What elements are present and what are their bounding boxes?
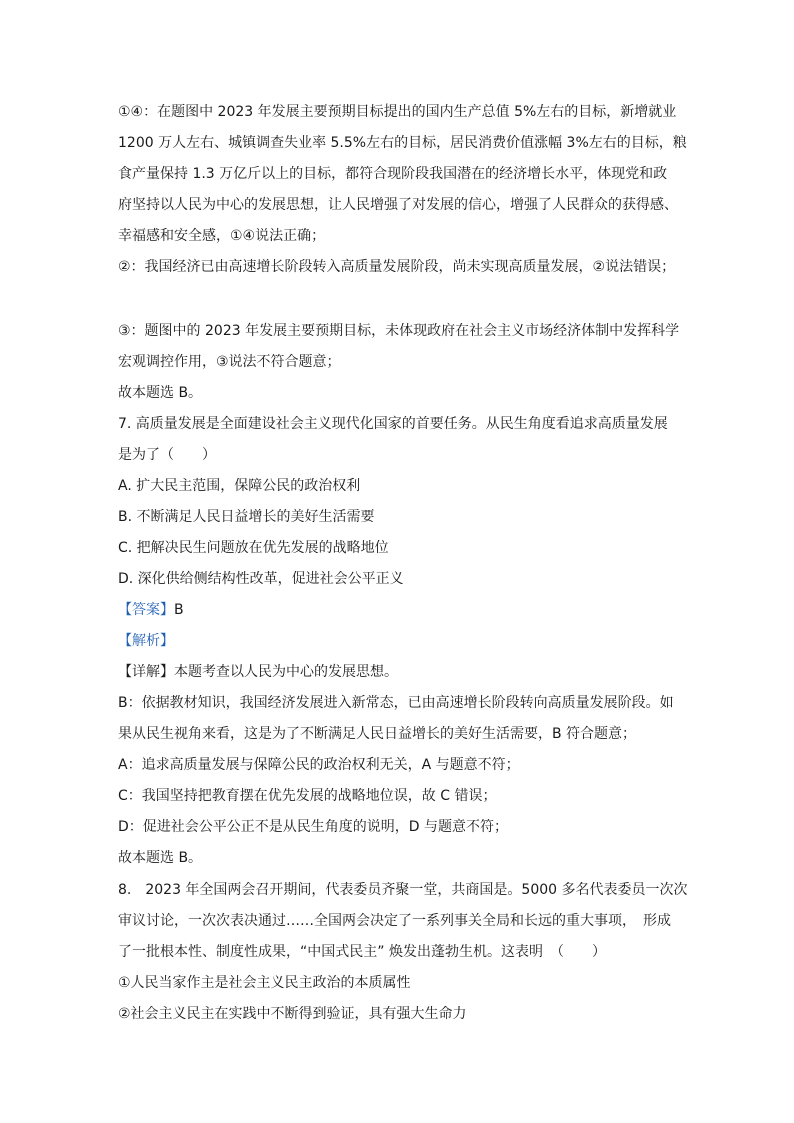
question-7-stem: 7. 高质量发展是全面建设社会主义现代化国家的首要任务。从民生角度看追求高质量发展 xyxy=(118,416,668,432)
detail-row xyxy=(118,662,398,682)
question-8-stem: 8. 2023 年全国两会召开期间，代表委员齐聚一堂，共商国是。5000 多名代表委员一次次 xyxy=(118,882,688,898)
answer-tag: 【答案】 xyxy=(118,602,174,618)
question-8-stem: 了一批根本性、制度性成果，“中国式民主” 焕发出蓬勃生机。这表明 （ ） xyxy=(118,944,606,960)
explain-line: 故本题选 B。 xyxy=(118,850,203,866)
question-8-option-2: ②社会主义民主在实践中不断得到验证，具有强大生命力 xyxy=(118,1006,467,1022)
analysis-row xyxy=(118,631,174,651)
question-7-option-b: B. 不断满足人民日益增长的美好生活需要 xyxy=(118,509,375,525)
analysis-line: 食产量保持 1.3 万亿斤以上的目标，都符合现阶段我国潜在的经济增长水平，体现党和政 xyxy=(118,166,668,182)
analysis-conclusion: 故本题选 B。 xyxy=(118,385,203,401)
question-7-option-c: C. 把解决民生问题放在优先发展的战略地位 xyxy=(118,540,389,556)
question-7-stem: 是为了（ ） xyxy=(118,447,216,463)
question-7-option-d: D. 深化供给侧结构性改革，促进社会公平正义 xyxy=(118,571,404,587)
answer-row xyxy=(118,600,184,620)
analysis-line: 府坚持以人民为中心的发展思想，让人民增强了对发展的信心，增强了人民群众的获得感、 xyxy=(118,197,678,213)
answer-value: B xyxy=(174,602,184,618)
analysis-line: ③：题图中的 2023 年发展主要预期目标，未体现政府在社会主义市场经济体制中发挥科学 xyxy=(118,323,680,339)
question-8-option-1: ①人民当家作主是社会主义民主政治的本质属性 xyxy=(118,975,411,991)
explain-line: D：促进社会公平公正不是从民生角度的说明，D 与题意不符； xyxy=(118,819,509,835)
question-7-option-a: A. 扩大民主范围，保障公民的政治权利 xyxy=(118,478,361,494)
analysis-line: 宏观调控作用，③说法不符合题意； xyxy=(118,354,341,370)
explain-line: B：依据教材知识，我国经济发展进入新常态，已由高速增长阶段转向高质量发展阶段。如 xyxy=(118,695,674,711)
analysis-line: ①④：在题图中 2023 年发展主要预期目标提出的国内生产总值 5%左右的目标，新增就业 xyxy=(118,104,677,120)
explain-line: A：追求高质量发展与保障公民的政治权利无关，A 与题意不符； xyxy=(118,757,520,773)
analysis-line: ②：我国经济已由高速增长阶段转入高质量发展阶段，尚未实现高质量发展，②说法错误； xyxy=(118,259,676,275)
analysis-tag: 【解析】 xyxy=(118,633,174,649)
explain-line: 果从民生视角来看，这是为了不断满足人民日益增长的美好生活需要，B 符合题意； xyxy=(118,726,637,742)
analysis-line: 1200 万人左右、城镇调查失业率 5.5%左右的目标，居民消费价值涨幅 3%左右的目标，粮 xyxy=(118,135,687,151)
detail-text: 本题考查以人民为中心的发展思想。 xyxy=(174,664,398,680)
analysis-line: 幸福感和安全感，①④说法正确； xyxy=(118,228,326,244)
detail-tag: 【详解】 xyxy=(118,664,174,680)
question-8-stem: 审议讨论，一次次表决通过……全国两会决定了一系列事关全局和长远的重大事项， 形成 xyxy=(118,913,671,929)
explain-line: C：我国坚持把教育摆在优先发展的战略地位误，故 C 错误； xyxy=(118,788,497,804)
